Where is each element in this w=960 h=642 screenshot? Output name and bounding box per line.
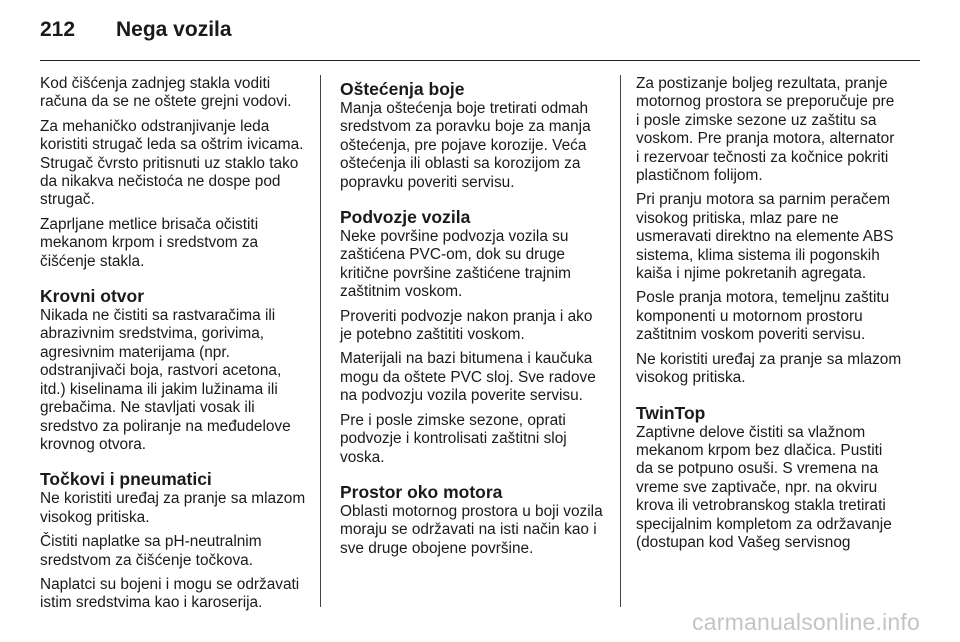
section-heading: Podvozje vozila — [340, 207, 471, 228]
paragraph: Čistiti naplatke sa pH-neutralnim sredstvom za čišćenje točkova. — [40, 533, 262, 569]
paragraph: Kod čišćenja zadnjeg stakla voditi računa da se ne oštete grejni vodovi. — [40, 75, 292, 111]
section-heading: Točkovi i pneumatici — [40, 469, 212, 490]
column-divider-1 — [320, 75, 321, 607]
paragraph: Pri pranju motora sa parnim peračem visokog pritiska, mlaz pare ne usmeravati direktno na elemente ABS sistema, klima sistema ili pogonskih kaiša i njime pokretanih agregata. — [636, 191, 894, 283]
paragraph: Za postizanje boljeg rezultata, pranje motornog prostora se preporučuje pre i posle zimske sezone uz zaštitu sa voskom. Pre pranja motora, alternator i rezervoar tečnosti za kočnice pokriti plastičnom folijom. — [636, 75, 895, 185]
page-number: 212 — [40, 18, 76, 41]
paragraph: Materijali na bazi bitumena i kaučuka mogu da oštete PVC sloj. Sve radove na podvozju vozila poverite servisu. — [340, 350, 596, 405]
paragraph: Neke površine podvozja vozila su zaštićena PVC-om, dok su druge kritične površine zaštićene trajnim zaštitnim voskom. — [340, 228, 571, 301]
paragraph: Ne koristiti uređaj za pranje sa mlazom visokog pritiska. — [636, 350, 902, 387]
page-title: Nega vozila — [116, 18, 232, 41]
section-heading: Oštećenja boje — [340, 79, 465, 99]
paragraph: Proveriti podvozje nakon pranja i ako je potebno zaštititi voskom. — [340, 307, 593, 344]
paragraph: Zaptivne delove čistiti sa vlažnom mekanom krpom bez dlačica. Pustiti da se potpuno osuši. S vremena na vreme sve zaptivače, npr. na okviru krova ili vetrobranskog stakla tretirati specijalnim kompletom za održavanje (dostupan kod Vašeg servisnog — [636, 423, 892, 551]
paragraph: Oblasti motornog prostora u boji vozila moraju se održavati na isti način kao i sve druge obojene površine. — [340, 502, 603, 557]
column-divider-2 — [620, 75, 621, 607]
column-1 — [40, 75, 306, 619]
paragraph: Zaprljane metlice brisača očistiti mekanom krpom i sredstvom za čišćenje stakla. — [40, 215, 259, 270]
paragraph: Za mehaničko odstranjivanje leda koristiti strugač leda sa oštrim ivicama. Strugač čvrsto pritisnuti uz staklo tako da nikakva nečistoća ne dospe pod strugač. — [40, 117, 304, 209]
header-rule — [40, 60, 920, 61]
watermark: carmanualsonline.info — [692, 609, 920, 635]
paragraph: Pre i posle zimske sezone, oprati podvozje i kontrolisati zaštitni sloj voska. — [340, 411, 567, 466]
paragraph: Nikada ne čistiti sa rastvaračima ili abrazivnim sredstvima, gorivima, agresivnim materijama (npr. odstranjivači boja, rastvori acetona, itd.) kiselinama ili jakim lužinama ili grebačima. Ne stavljati vosak ili sredstvo za poliranje na međudelove krovnog otvora. — [40, 307, 291, 453]
paragraph: Naplatci su bojeni i mogu se održavati istim sredstvima kao i karoserija. — [40, 575, 300, 612]
section-heading: Prostor oko motora — [340, 481, 503, 502]
page-header — [40, 18, 232, 42]
section-heading: TwinTop — [636, 402, 706, 423]
column-3 — [636, 75, 902, 558]
column-2 — [340, 75, 604, 564]
section-heading: Krovni otvor — [40, 286, 145, 307]
paragraph: Posle pranja motora, temeljnu zaštitu komponenti u motornom prostoru zaštitnim voskom poveriti servisu. — [636, 289, 890, 344]
paragraph: Ne koristiti uređaj za pranje sa mlazom visokog pritiska. — [40, 490, 306, 526]
paragraph: Manja oštećenja boje tretirati odmah sredstvom za poravku boje za manja oštećenja, pre pojave korozije. Veća oštećenja ili oblasti sa korozijom za popravku poveriti servisu. — [340, 100, 591, 191]
